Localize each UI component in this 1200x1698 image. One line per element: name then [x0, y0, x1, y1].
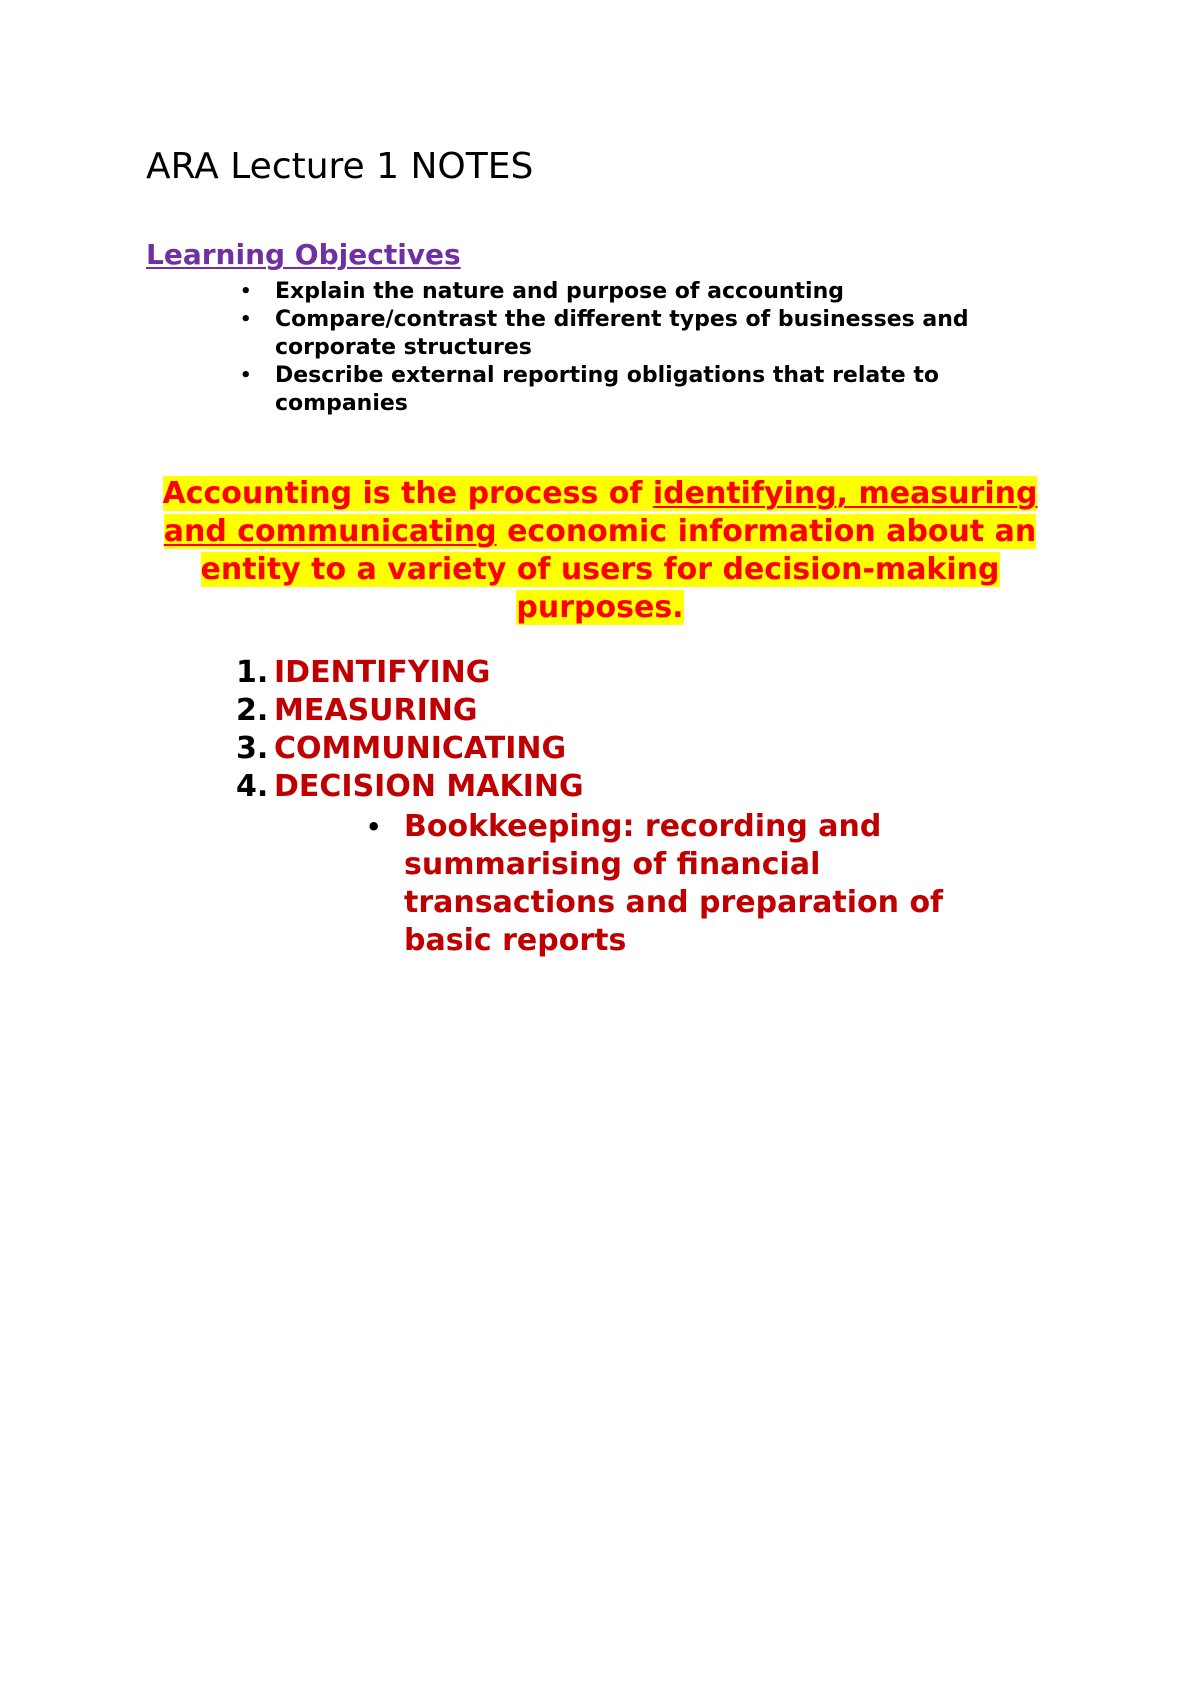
bullet-icon: • [240, 309, 252, 330]
document-title: ARA Lecture 1 NOTES [146, 146, 534, 187]
step-label: DECISION MAKING [274, 769, 584, 804]
step-label: MEASURING [274, 693, 478, 728]
step-item [236, 768, 1036, 806]
accounting-definition [140, 475, 1060, 627]
accounting-steps-list [236, 654, 1036, 806]
step-number: 2. [236, 693, 269, 728]
step-label: COMMUNICATING [274, 731, 567, 766]
step-label: IDENTIFYING [274, 655, 491, 690]
bullet-icon: • [240, 281, 252, 302]
decision-making-sub-list [366, 808, 1016, 960]
sub-point-text: Bookkeeping: recording and summarising of financial transactions and preparation of basic reports [404, 809, 944, 958]
step-item [236, 692, 1036, 730]
bullet-icon: • [240, 365, 252, 386]
step-item [236, 730, 1036, 768]
definition-text-end: economic information about an entity to a variety of users for decision-making purposes. [200, 514, 1037, 625]
definition-underlined-text: identifying, measuring and communicating [163, 476, 1038, 549]
step-item [236, 654, 1036, 692]
objective-text: Describe external reporting obligations that relate to companies [275, 363, 939, 416]
objective-text: Compare/contrast the different types of businesses and corporate structures [275, 307, 969, 360]
sub-point-item [366, 808, 1016, 960]
bullet-icon: • [366, 813, 382, 841]
objective-item [240, 362, 1070, 418]
definition-text-start: Accounting is the process of [162, 476, 653, 511]
step-number: 4. [236, 769, 269, 804]
objective-item [240, 306, 1070, 362]
objective-text: Explain the nature and purpose of accounting [275, 279, 844, 304]
definition-highlight [163, 476, 1038, 625]
learning-objectives-heading: Learning Objectives [146, 238, 461, 271]
learning-objectives-list [240, 278, 1070, 418]
step-number: 3. [236, 731, 269, 766]
objective-item [240, 278, 1070, 306]
step-number: 1. [236, 655, 269, 690]
